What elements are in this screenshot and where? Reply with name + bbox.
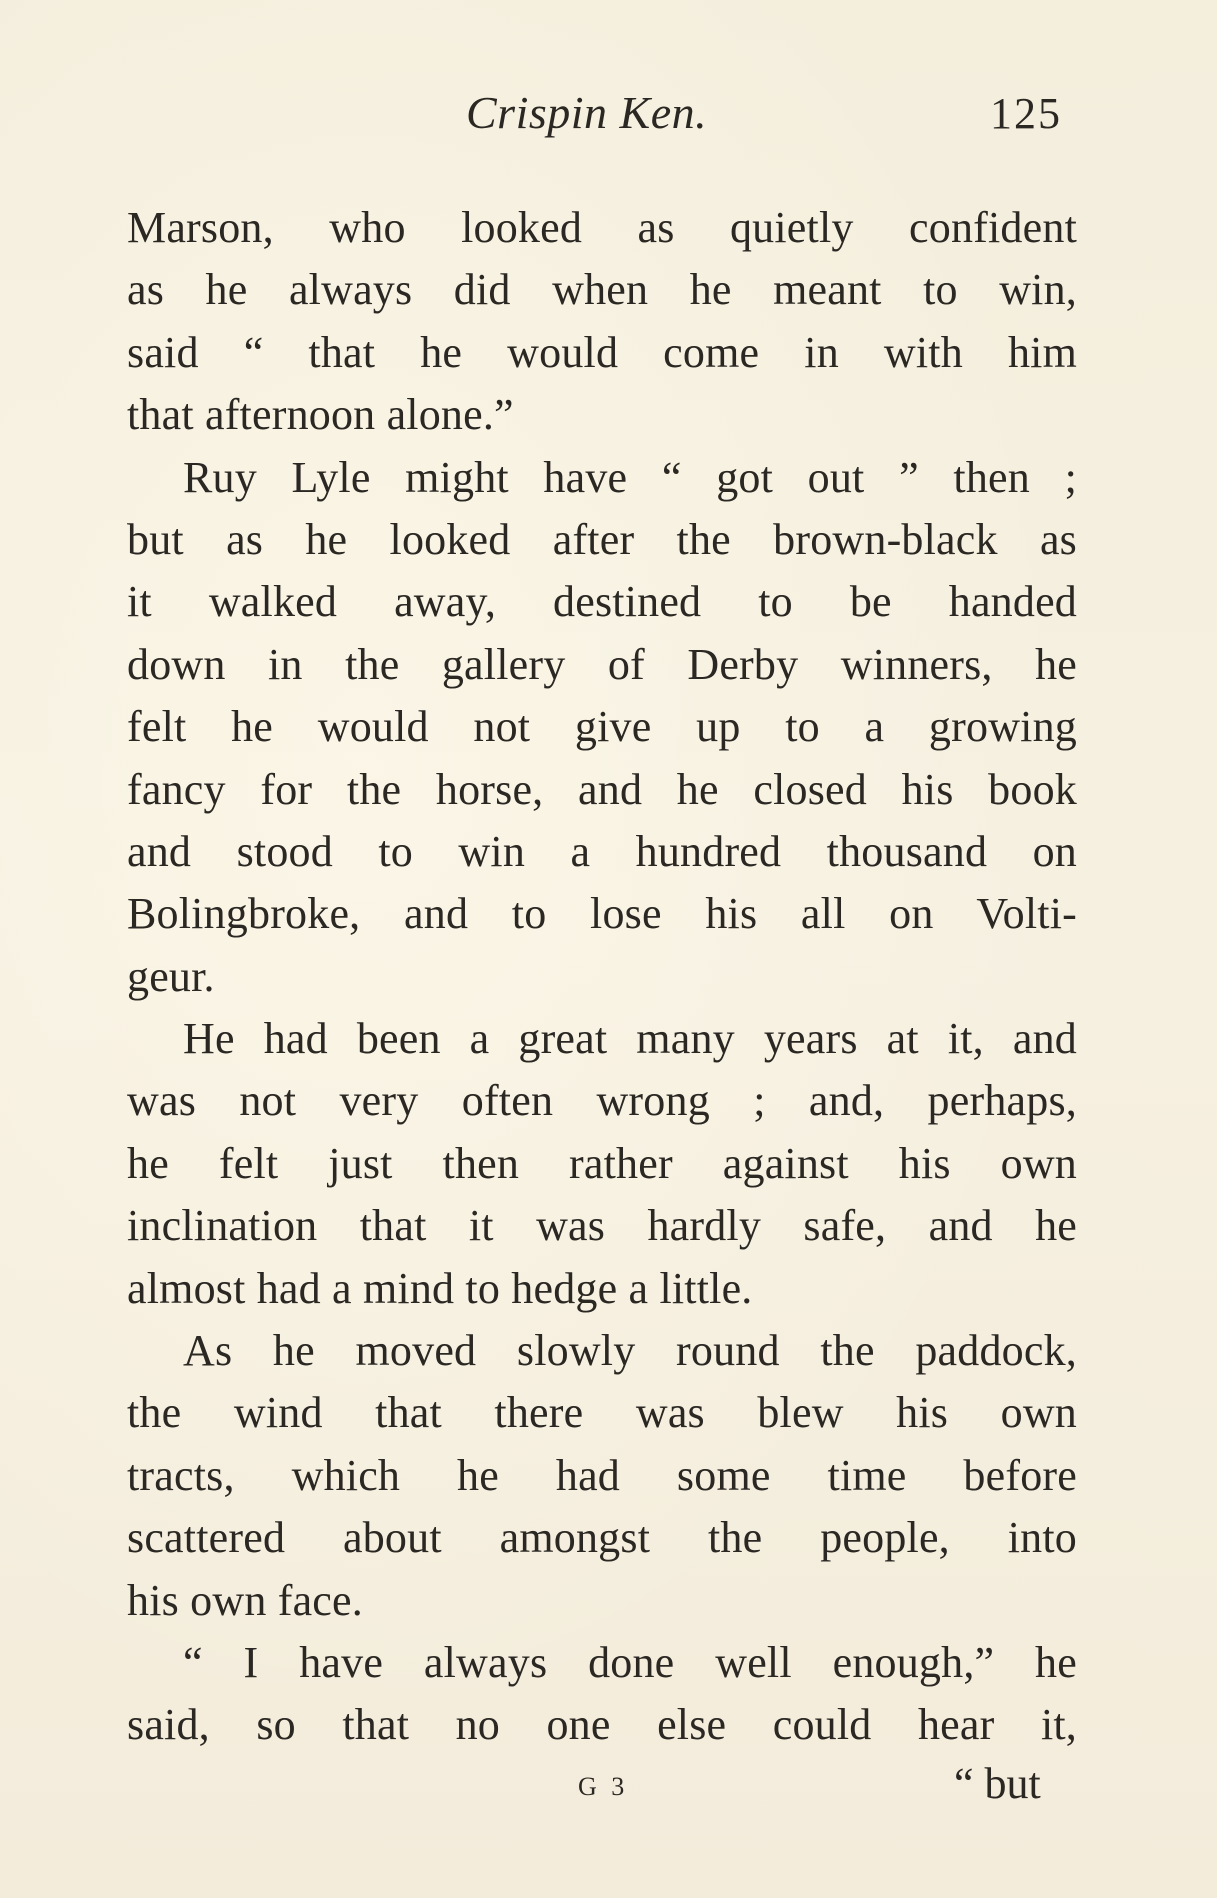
- text-line: geur.: [127, 951, 215, 1001]
- text-line: down in the gallery of Derby winners, he: [127, 639, 1077, 689]
- text-line: said, so that no one else could hear it,: [127, 1700, 1077, 1750]
- text-line: was not very often wrong ; and, perhaps,: [127, 1076, 1077, 1126]
- text-line: scattered about amongst the people, into: [127, 1513, 1077, 1563]
- running-head: [0, 86, 1217, 146]
- text-line: the wind that there was blew his own: [127, 1388, 1077, 1438]
- text-line: said “ that he would come in with him: [127, 327, 1077, 377]
- text-line: Bolingbroke, and to lose his all on Volti-: [127, 889, 1077, 939]
- text-line: Marson, who looked as quietly confident: [127, 203, 1077, 252]
- text-line: fancy for the horse, and he closed his book: [127, 764, 1077, 814]
- text-line: that afternoon alone.”: [127, 390, 514, 440]
- body-text: [127, 197, 1077, 1757]
- text-line: Ruy Lyle might have “ got out ” then ;: [183, 452, 1077, 502]
- catchword: “ but: [954, 1759, 1041, 1808]
- page-number: 125: [990, 89, 1062, 138]
- page-footer: [0, 1758, 1217, 1818]
- text-line: tracts, which he had some time before: [127, 1450, 1077, 1500]
- text-line: he felt just then rather against his own: [127, 1138, 1077, 1188]
- text-line: and stood to win a hundred thousand on: [127, 826, 1077, 876]
- text-line: but as he looked after the brown-black as: [127, 514, 1077, 564]
- text-line: inclination that it was hardly safe, and he: [127, 1201, 1077, 1251]
- text-line: it walked away, destined to be handed: [127, 577, 1077, 627]
- running-title: Crispin Ken.: [466, 87, 708, 138]
- text-line: “ I have always done well enough,” he: [183, 1637, 1077, 1687]
- text-line: as he always did when he meant to win,: [127, 265, 1077, 315]
- signature-mark: G 3: [578, 1772, 629, 1801]
- text-line: As he moved slowly round the paddock,: [183, 1326, 1077, 1376]
- text-line: He had been a great many years at it, and: [183, 1014, 1077, 1064]
- text-line: almost had a mind to hedge a little.: [127, 1263, 753, 1313]
- text-line: his own face.: [127, 1575, 363, 1625]
- text-line: felt he would not give up to a growing: [127, 702, 1077, 752]
